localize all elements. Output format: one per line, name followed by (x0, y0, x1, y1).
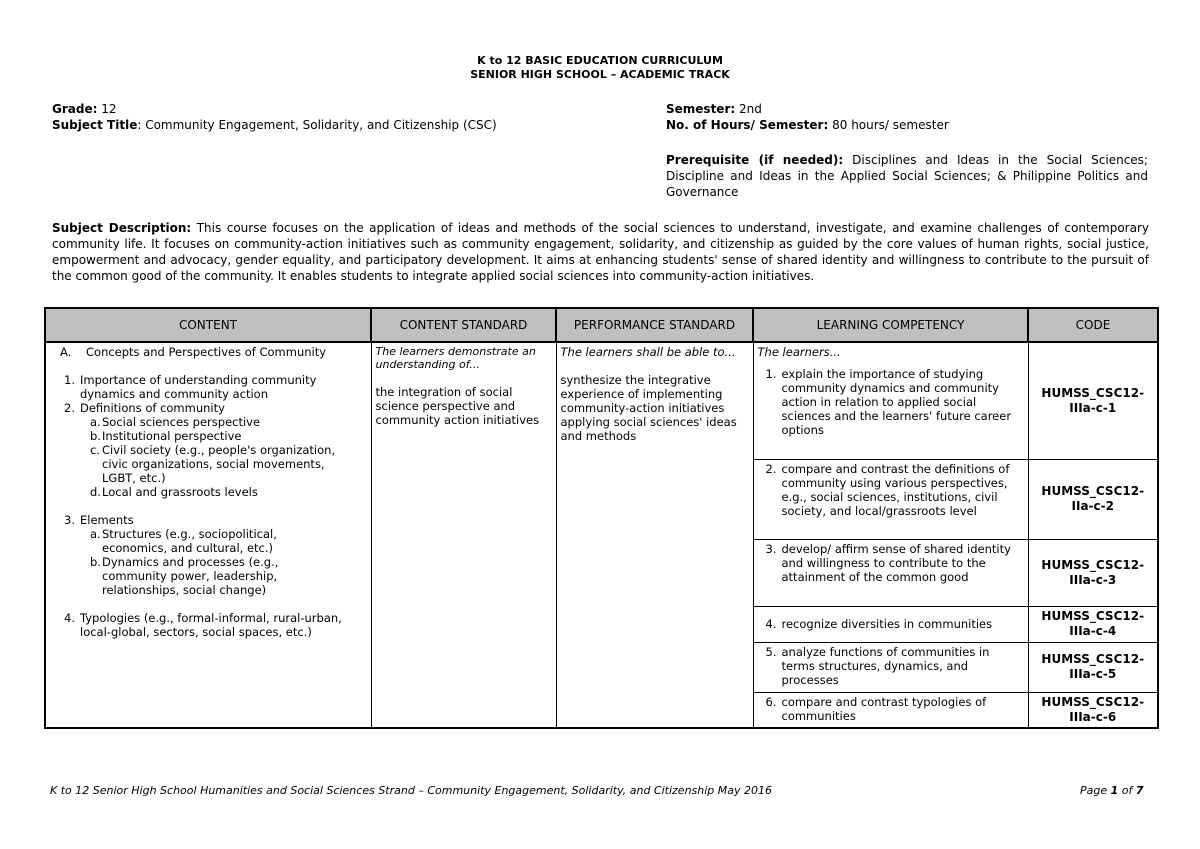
competency-code: HUMSS_CSC12-IIa-c-2 (1028, 459, 1158, 539)
competency-code: HUMSS_CSC12-IIIa-c-1 (1028, 342, 1158, 459)
semester-label: Semester: (666, 102, 736, 116)
competency-code: HUMSS_CSC12-IIIa-c-5 (1028, 642, 1158, 692)
prerequisite-value: Disciplines and Ideas in the Social Sciences; Discipline and Ideas in the Applied Social Sciences; & Philippine Politics and Governance (666, 153, 1148, 199)
page-prefix: Page (1080, 784, 1108, 797)
sub-letter: d. (90, 485, 101, 499)
sub-letter: b. (90, 429, 101, 443)
competency-text: explain the importance of studying community dynamics and community action in relation to applied social sciences and the learners' future career options (781, 367, 1012, 437)
content-cell (45, 342, 371, 728)
competency-cell (753, 642, 1028, 692)
competency-num: 1. (765, 367, 777, 381)
semester-value: 2nd (739, 102, 762, 116)
semester-line (666, 101, 762, 117)
sub-letter: b. (90, 555, 101, 569)
performance-standard-text: synthesize the integrative experience of implementing community-action initiatives applying social sciences' ideas and methods (560, 373, 737, 443)
competency-cell (753, 342, 1028, 459)
content-standard-intro: The learners demonstrate an understanding of... (375, 345, 536, 371)
competency-num: 3. (765, 541, 777, 556)
content-item-text: Definitions of community (80, 401, 225, 415)
content-item-num: 3. (64, 513, 75, 527)
subject-line (52, 117, 497, 133)
competency-intro: The learners... (757, 345, 841, 359)
competency-text: analyze functions of communities in terms structures, dynamics, and processes (781, 644, 990, 687)
sub-text: Dynamics and processes (e.g., community power, leadership, relationships, social change) (102, 555, 279, 597)
curriculum-title: K to 12 BASIC EDUCATION CURRICULUM (477, 54, 723, 67)
content-item-text: Typologies (e.g., formal-informal, rural-urban, local-global, sectors, social spaces, etc.) (80, 611, 342, 639)
competency-text: develop/ affirm sense of shared identity and willingness to contribute to the attainment of the common good (781, 541, 1011, 584)
footer-text: K to 12 Senior High School Humanities and Social Sciences Strand – Community Engagement, Solidarity, and Citizenship May 2016 (50, 784, 773, 797)
competency-cell (753, 459, 1028, 539)
content-a-title: Concepts and Perspectives of Community (86, 345, 327, 359)
competency-num: 5. (765, 644, 777, 659)
content-item-text: Importance of understanding community dynamics and community action (80, 373, 317, 401)
hours-value: 80 hours/ semester (832, 118, 949, 132)
sub-letter: c. (90, 443, 100, 457)
prerequisite-label: Prerequisite (if needed): (666, 153, 844, 167)
header-code: CODE (1028, 308, 1158, 342)
grade-line (52, 101, 117, 117)
subject-description (52, 220, 1149, 284)
content-item-num: 4. (64, 611, 75, 625)
competency-num: 4. (765, 617, 777, 631)
sub-text: Local and grassroots levels (102, 485, 258, 499)
content-standard-cell (371, 342, 556, 728)
competency-code: HUMSS_CSC12-IIIa-c-4 (1028, 606, 1158, 642)
page-number (1080, 784, 1144, 797)
track-title: SENIOR HIGH SCHOOL – ACADEMIC TRACK (470, 68, 730, 81)
header-performance-standard: PERFORMANCE STANDARD (556, 308, 753, 342)
page-of: of (1121, 784, 1133, 797)
header-learning-competency: LEARNING COMPETENCY (753, 308, 1028, 342)
content-a-letter: A. (60, 345, 72, 359)
prerequisite (666, 152, 1148, 200)
competency-cell (753, 692, 1028, 728)
content-item-num: 2. (64, 401, 75, 415)
competency-cell (753, 539, 1028, 606)
sub-letter: a. (90, 527, 101, 541)
table-header-row (45, 308, 1158, 342)
hours-line (666, 117, 949, 133)
hours-label: No. of Hours/ Semester: (666, 118, 829, 132)
content-item-text: Elements (80, 513, 134, 527)
content-item-num: 1. (64, 373, 75, 387)
competency-text: compare and contrast typologies of communities (781, 694, 987, 723)
competency-cell (753, 606, 1028, 642)
header-content-standard: CONTENT STANDARD (371, 308, 556, 342)
performance-standard-intro: The learners shall be able to... (560, 345, 736, 359)
subject-label: Subject Title (52, 118, 138, 132)
sub-text: Institutional perspective (102, 429, 242, 443)
page-total: 7 (1135, 784, 1144, 797)
table-row (45, 342, 1158, 459)
performance-standard-cell (556, 342, 753, 728)
grade-value: 12 (101, 102, 117, 116)
sub-text: Civil society (e.g., people's organization, civic organizations, social movements, LGBT, etc.) (102, 443, 336, 485)
description-text: This course focuses on the application of ideas and methods of the social sciences to understand, investigate, and examine challenges of contemporary community life. It focuses on community-action initiatives such as community engagement, solidarity, and citizenship as guided by the core values of human rights, social justice, empowerment and advocacy, gender equality, and participatory development. It aims at enhancing students' sense of shared identity and willingness to contribute to the pursuit of the common good of the community. It enables students to integrate applied social sciences into community-action initiatives. (52, 221, 1149, 283)
curriculum-table (44, 307, 1159, 729)
competency-text: compare and contrast the definitions of community using various perspectives, e.g., social sciences, institutions, civil society, and local/grassroots level (781, 461, 1010, 518)
sub-text: Structures (e.g., sociopolitical, economics, and cultural, etc.) (102, 527, 277, 555)
competency-code: HUMSS_CSC12-IIIa-c-6 (1028, 692, 1158, 728)
competency-num: 2. (765, 461, 777, 476)
grade-label: Grade: (52, 102, 98, 116)
content-standard-text: the integration of social science perspective and community action initiatives (375, 385, 540, 427)
sub-letter: a. (90, 415, 101, 429)
page-current: 1 (1110, 784, 1119, 797)
subject-value: : Community Engagement, Solidarity, and Citizenship (CSC) (137, 118, 497, 132)
sub-text: Social sciences perspective (102, 415, 261, 429)
competency-num: 6. (765, 694, 777, 709)
competency-code: HUMSS_CSC12-IIIa-c-3 (1028, 539, 1158, 606)
header-content: CONTENT (45, 308, 371, 342)
description-label: Subject Description: (52, 221, 192, 235)
competency-text: recognize diversities in communities (781, 617, 993, 631)
